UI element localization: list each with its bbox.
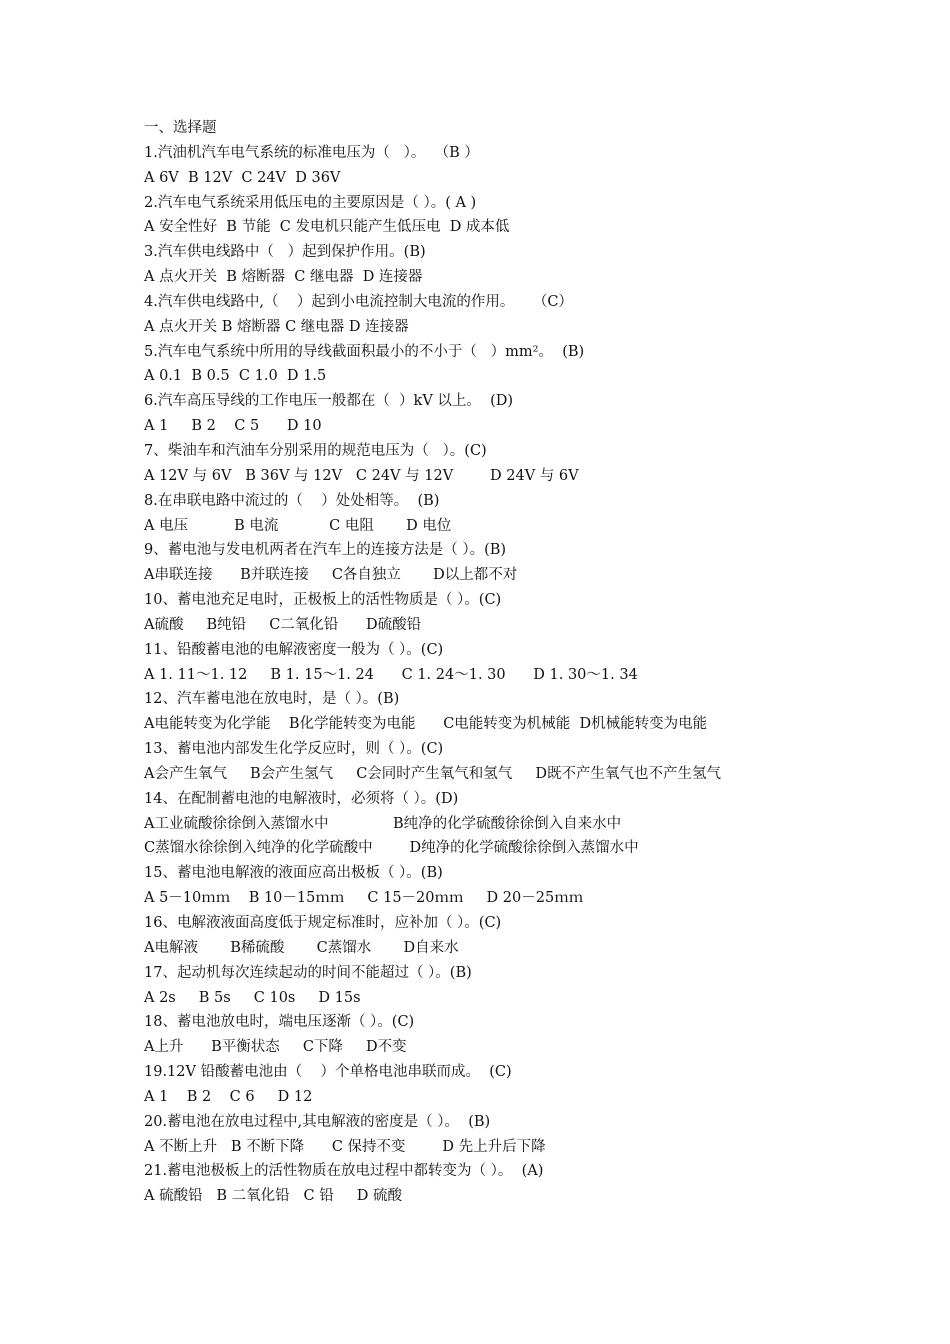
options-10: A硫酸 B纯铅 C二氧化铅 D硫酸铅	[144, 616, 422, 633]
options-19: A 1 B 2 C 6 D 12	[144, 1088, 313, 1105]
options-2: A 安全性好 B 节能 C 发电机只能产生低压电 D 成本低	[144, 219, 510, 236]
document-page	[144, 116, 844, 1209]
question-9: 9、蓄电池与发电机两者在汽车上的连接方法是（ ）。(B)	[144, 542, 507, 559]
question-17: 17、起动机每次连续起动的时间不能超过（ ）。(B)	[144, 964, 472, 981]
question-2: 2.汽车电气系统采用低压电的主要原因是（ ）。( A )	[144, 194, 477, 211]
question-7: 7、柴油车和汽油车分别采用的规范电压为（ ）。(C)	[144, 442, 487, 459]
options-4: A 点火开关 B 熔断器 C 继电器 D 连接器	[144, 318, 409, 335]
options-14-cd: C蒸馏水徐徐倒入纯净的化学硫酸中 D纯净的化学硫酸徐徐倒入蒸馏水中	[144, 840, 639, 857]
options-1: A 6V B 12V C 24V D 36V	[144, 169, 341, 186]
options-15: A 5－10ｍｍ B 10－15ｍｍ C 15－20ｍｍ D 20－25ｍｍ	[144, 890, 584, 907]
question-10: 10、蓄电池充足电时，正极板上的活性物质是（ ）。(C)	[144, 592, 502, 609]
options-11: A 1. 11～1. 12 B 1. 15～1. 24 C 1. 24～1. 30 D 1. 30～1. 34	[144, 666, 638, 683]
question-8: 8.在串联电路中流过的（ ）处处相等。 (B)	[144, 492, 440, 509]
question-19: 19.12V 铅酸蓄电池由（ ）个单格电池串联而成。 (C)	[144, 1064, 512, 1081]
question-12: 12、汽车蓄电池在放电时，是（ ）。(B)	[144, 691, 400, 708]
options-18: A上升 B平衡状态 C下降 D不变	[144, 1039, 407, 1056]
options-13: A会产生氧气 B会产生氢气 C会同时产生氧气和氢气 D既不产生氧气也不产生氢气	[144, 765, 721, 782]
question-14: 14、在配制蓄电池的电解液时，必须将（ ）。(D)	[144, 790, 459, 807]
question-11: 11、铅酸蓄电池的电解液密度一般为（ ）。(C)	[144, 641, 444, 658]
options-7: A 12V 与 6V B 36V 与 12V C 24V 与 12V D 24V 与 6V	[144, 467, 579, 484]
question-13: 13、蓄电池内部发生化学反应时，则（ ）。(C)	[144, 741, 444, 758]
question-20: 20.蓄电池在放电过程中,其电解液的密度是（ ）。 (B)	[144, 1113, 491, 1130]
question-4: 4.汽车供电线路中,（ ）起到小电流控制大电流的作用。 （C）	[144, 293, 573, 310]
question-6: 6.汽车高压导线的工作电压一般都在（ ）kV 以上。 (D)	[144, 393, 514, 410]
options-20: A 不断上升 B 不断下降 C 保持不变 D 先上升后下降	[144, 1138, 546, 1155]
options-5: A 0.1 B 0.5 C 1.0 D 1.5	[144, 368, 327, 385]
options-16: A电解液 B稀硫酸 C蒸馏水 D自来水	[144, 939, 459, 956]
options-9: A串联连接 B并联连接 C各自独立 D以上都不对	[144, 567, 518, 584]
options-14-ab: A工业硫酸徐徐倒入蒸馏水中 B纯净的化学硫酸徐徐倒入自来水中	[144, 815, 622, 832]
options-6: A 1 B 2 C 5 D 10	[144, 418, 322, 435]
question-21: 21.蓄电池极板上的活性物质在放电过程中都转变为（ ）。 (A)	[144, 1163, 544, 1180]
question-5: 5.汽车电气系统中所用的导线截面积最小的不小于（ ）mm²。 (B)	[144, 343, 585, 360]
options-3: A 点火开关 B 熔断器 C 继电器 D 连接器	[144, 269, 423, 286]
section-title: 一、选择题	[144, 120, 217, 136]
options-12: A电能转变为化学能 B化学能转变为电能 C电能转变为机械能 D机械能转变为电能	[144, 716, 708, 733]
question-18: 18、蓄电池放电时，端电压逐渐（ ）。(C)	[144, 1014, 415, 1031]
options-21: A 硫酸铅 B 二氧化铅 C 铅 D 硫酸	[144, 1188, 402, 1205]
question-3: 3.汽车供电线路中（ ）起到保护作用。(B)	[144, 244, 426, 261]
question-16: 16、电解液液面高度低于规定标准时，应补加（ ）。(C)	[144, 915, 502, 931]
options-17: A 2s B 5s C 10s D 15s	[144, 989, 361, 1006]
options-8: A 电压 B 电流 C 电阻 D 电位	[144, 517, 452, 534]
question-1: 1.汽油机汽车电气系统的标准电压为（ ）。 （B ）	[144, 144, 479, 161]
question-15: 15、蓄电池电解液的液面应高出极板（ ）。(B)	[144, 865, 443, 882]
